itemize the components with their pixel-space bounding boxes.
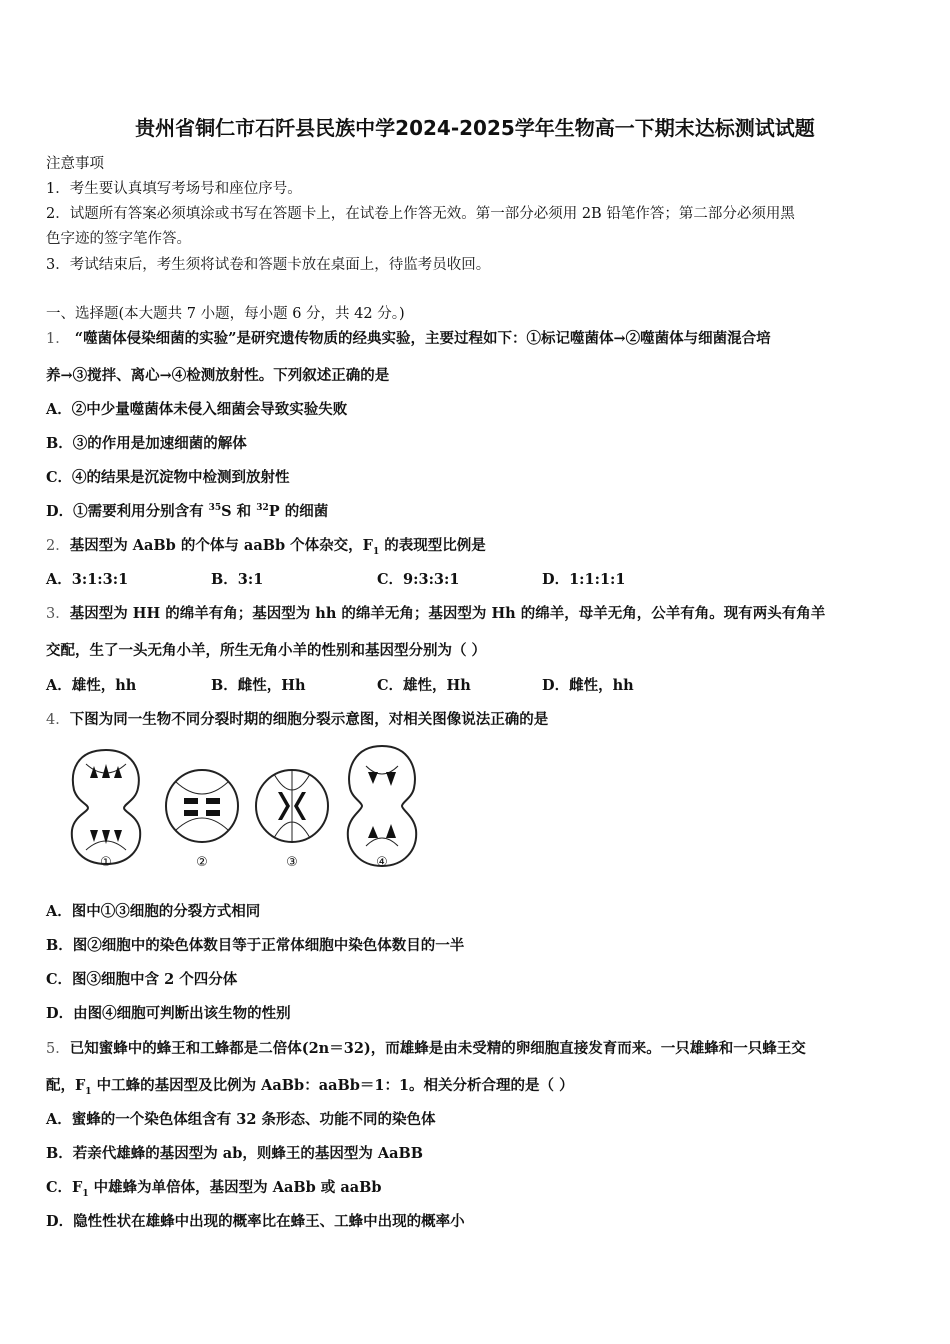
question-4-stem: 4．下图为同一生物不同分裂时期的细胞分裂示意图，对相关图像说法正确的是 xyxy=(46,711,549,728)
notice-item-2-cont: 色字迹的签字笔作答。 xyxy=(46,231,191,247)
q5-option-d: D．隐性性状在雄蜂中出现的概率比在蜂王、工蜂中出现的概率小 xyxy=(46,1213,465,1230)
q2-option-c: C．9:3:3:1 xyxy=(377,571,460,588)
question-3-stem-cont: 交配，生了一头无角小羊，所生无角小羊的性别和基因型分别为（ ） xyxy=(46,642,487,659)
question-1-stem-cont: 养→③搅拌、离心→④检测放射性。下列叙述正确的是 xyxy=(46,367,390,384)
page-title: 贵州省铜仁市石阡县民族中学2024-2025学年生物高一下期末达标测试试题 xyxy=(135,116,815,140)
cell-4-outline xyxy=(348,746,416,866)
question-1-stem: 1． “噬菌体侵染细菌的实验”是研究遗传物质的经典实验，主要过程如下：①标记噬菌体→②噬菌体与细菌混合培 xyxy=(46,330,771,347)
q3-option-b: B．雌性，Hh xyxy=(211,677,306,694)
figure-label-1: ① xyxy=(100,855,112,870)
q5-option-a: A．蜜蜂的一个染色体组含有 32 条形态、功能不同的染色体 xyxy=(46,1111,436,1128)
q1-option-d: D．①需要利用分别含有 $^{35}$S 和 $^{32}$P 的细菌 xyxy=(46,503,329,520)
notice-item-1: 1．考生要认真填写考场号和座位序号。 xyxy=(46,181,302,197)
q3-option-c: C．雄性，Hh xyxy=(377,677,471,694)
q2-option-a: A．3:1:3:1 xyxy=(46,571,129,588)
q1-option-b: B．③的作用是加速细菌的解体 xyxy=(46,435,247,452)
notice-item-3: 3．考试结束后，考生须将试卷和答题卡放在桌面上，待监考员收回。 xyxy=(46,257,491,273)
question-number: 2． xyxy=(46,538,70,554)
section-heading: 一、选择题(本大题共 7 小题，每小题 6 分，共 42 分。) xyxy=(46,306,405,322)
q4-option-b: B．图②细胞中的染色体数目等于正常体细胞中染色体数目的一半 xyxy=(46,937,465,954)
q2-option-b: B．3:1 xyxy=(211,571,264,588)
q4-option-c: C．图③细胞中含 2 个四分体 xyxy=(46,971,238,988)
cell-division-figure xyxy=(66,742,426,872)
figure-label-2: ② xyxy=(196,855,208,870)
q3-option-a: A．雄性，hh xyxy=(46,677,137,694)
figure-label-3: ③ xyxy=(286,855,298,870)
question-5-stem: 5．已知蜜蜂中的蜂王和工蜂都是二倍体(2n＝32)，而雄蜂是由未受精的卵细胞直接发育而来。一只雄蜂和一只蜂王交 xyxy=(46,1040,806,1057)
question-number: 5． xyxy=(46,1041,70,1057)
q1-option-c: C．④的结果是沉淀物中检测到放射性 xyxy=(46,469,290,486)
notice-heading: 注意事项 xyxy=(46,156,104,172)
question-5-stem-cont: 配，$F_1$ 中工蜂的基因型及比例为 AaBb：aaBb＝1：1。相关分析合理的是（ ） xyxy=(46,1077,574,1097)
question-number: 3． xyxy=(46,606,70,622)
figure-label-4: ④ xyxy=(376,855,388,870)
cell-2-outline xyxy=(166,770,238,842)
q4-option-a: A．图中①③细胞的分裂方式相同 xyxy=(46,903,261,920)
notice-item-2: 2．试题所有答案必须填涂或书写在答题卡上，在试卷上作答无效。第一部分必须用 2B 铅笔作答；第二部分必须用黑 xyxy=(46,206,795,222)
question-number: 4． xyxy=(46,712,70,728)
q4-option-d: D．由图④细胞可判断出该生物的性别 xyxy=(46,1005,291,1022)
question-3-stem: 3．基因型为 HH 的绵羊有角；基因型为 hh 的绵羊无角；基因型为 Hh 的绵羊，母羊无角，公羊有角。现有两头有角羊 xyxy=(46,605,826,622)
q3-option-d: D．雌性，hh xyxy=(542,677,634,694)
question-number: 1． xyxy=(46,331,70,347)
q2-option-d: D．1:1:1:1 xyxy=(542,571,626,588)
q5-option-b: B．若亲代雄蜂的基因型为 ab，则蜂王的基因型为 AaBB xyxy=(46,1145,424,1162)
q1-option-a: A．②中少量噬菌体未侵入细菌会导致实验失败 xyxy=(46,401,348,418)
q5-option-c: C．$F_1$ 中雄蜂为单倍体，基因型为 AaBb 或 aaBb xyxy=(46,1179,382,1199)
question-2-stem: 2．基因型为 AaBb 的个体与 aaBb 个体杂交，$F_1$ 的表现型比例是 xyxy=(46,537,486,557)
